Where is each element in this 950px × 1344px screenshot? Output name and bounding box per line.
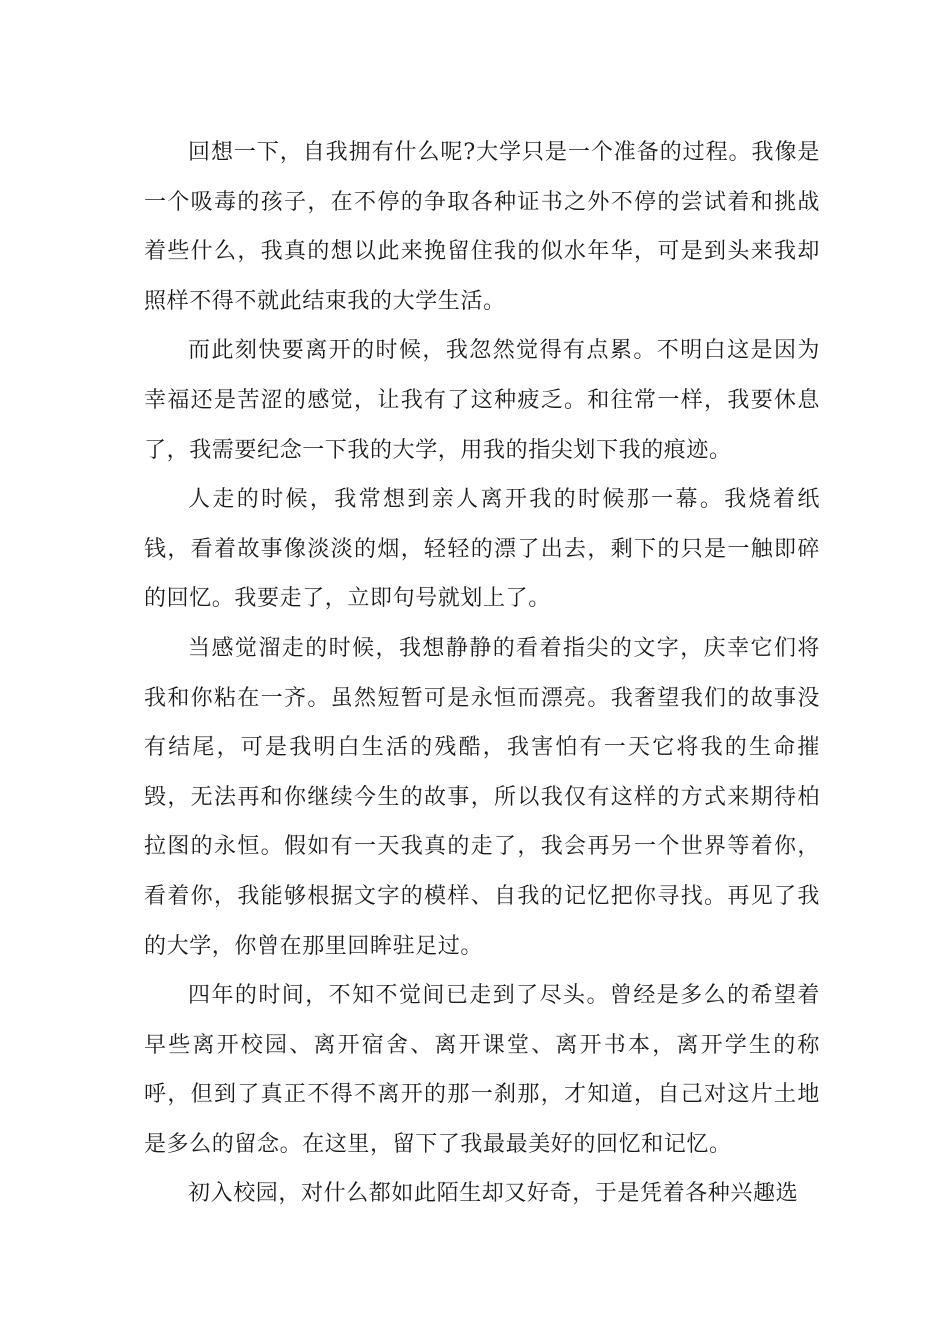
paragraph-4: 当感觉溜走的时候，我想静静的看着指尖的文字，庆幸它们将我和你粘在一齐。虽然短暂可是永恒而漂亮。我奢望我们的故事没有结尾，可是我明白生活的残酷，我害怕有一天它将我的生命摧毁，无法再和你继续今生的故事，所以我仅有这样的方式来期待柏拉图的永恒。假如有一天我真的走了，我会再另一个世界等着你，看着你，我能够根据文字的模样、自我的记忆把你寻找。再见了我的大学，你曾在那里回眸驻足过。 [144,635,820,959]
paragraph-3: 人走的时候，我常想到亲人离开我的时候那一幕。我烧着纸钱，看着故事像淡淡的烟，轻轻的漂了出去，剩下的只是一触即碎的回忆。我要走了，立即句号就划上了。 [144,487,820,612]
paragraph-6: 初入校园，对什么都如此陌生却又好奇，于是凭着各种兴趣选 [188,1181,799,1207]
paragraph-2: 而此刻快要离开的时候，我忽然觉得有点累。不明白这是因为幸福还是苦涩的感觉，让我有了这种疲乏。和往常一样，我要休息了，我需要纪念一下我的大学，用我的指尖划下我的痕迹。 [144,338,820,463]
document-body [144,128,820,1219]
paragraph-1: 回想一下，自我拥有什么呢?大学只是一个准备的过程。我像是一个吸毒的孩子，在不停的争取各种证书之外不停的尝试着和挑战着些什么，我真的想以此来挽留住我的似水年华，可是到头来我却照样不得不就此结束我的大学生活。 [144,140,820,314]
paragraph-5: 四年的时间，不知不觉间已走到了尽头。曾经是多么的希望着早些离开校园、离开宿舍、离开课堂、离开书本，离开学生的称呼，但到了真正不得不离开的那一刹那，才知道，自己对这片土地是多么的留念。在这里，留下了我最最美好的回忆和记忆。 [144,983,820,1157]
